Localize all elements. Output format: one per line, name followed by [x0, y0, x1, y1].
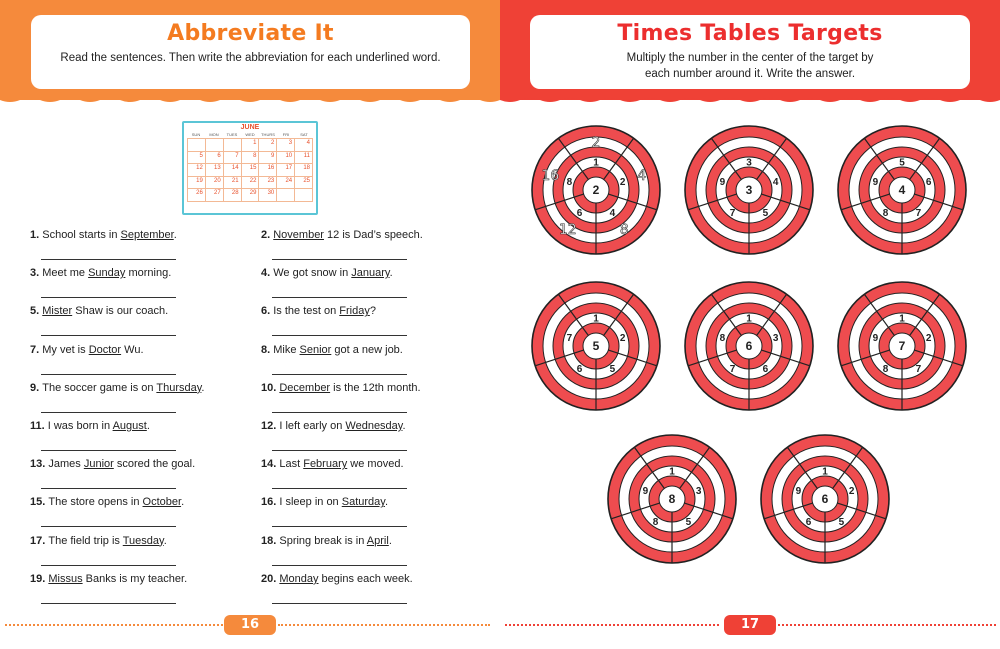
question-word: August — [112, 420, 147, 432]
question-pre: Last — [279, 458, 304, 471]
target-number: 6 — [925, 176, 932, 188]
answer-line[interactable] — [272, 603, 407, 604]
question-num: 14. — [261, 458, 280, 471]
calendar-weekday: MON — [209, 132, 219, 137]
calendar-day: 18 — [295, 164, 313, 177]
target-number: 7 — [915, 208, 922, 220]
question-14 — [261, 458, 404, 470]
target-center-number: 4 — [898, 183, 906, 197]
calendar-day: 6 — [206, 152, 224, 165]
question-num: 12. — [261, 420, 280, 432]
question-word: Thursday — [156, 381, 202, 394]
answer-line[interactable] — [41, 603, 176, 604]
target-number: 5 — [762, 208, 769, 220]
question-13 — [30, 458, 195, 470]
target-number: 5 — [685, 517, 692, 529]
question-word: Missus — [48, 572, 83, 585]
question-20 — [261, 573, 413, 585]
question-7 — [30, 344, 144, 356]
calendar-month: JUNE — [240, 124, 260, 131]
answer-line[interactable] — [41, 374, 176, 375]
question-word: September — [120, 229, 174, 241]
calendar-day: 25 — [295, 177, 313, 190]
question-word: October — [142, 496, 182, 509]
target-number: 2 — [619, 176, 626, 188]
calendar-day: 22 — [242, 177, 260, 190]
question-word: Tuesday — [122, 534, 164, 547]
calendar-day: 24 — [277, 177, 295, 190]
calendar-day: 2 — [259, 139, 277, 152]
target-number: 1 — [593, 157, 599, 169]
question-post: begins each week. — [318, 572, 413, 585]
question-post: Shaw is our coach. — [72, 305, 169, 318]
target-answer: 8 — [619, 221, 629, 238]
calendar-day: 16 — [259, 164, 277, 177]
question-1 — [30, 229, 177, 241]
calendar-day: 17 — [277, 164, 295, 177]
calendar-day: 11 — [295, 152, 313, 165]
question-pre: The soccer game is on — [42, 381, 157, 394]
target-6 — [838, 282, 966, 410]
footer-dots-left-b — [278, 624, 490, 626]
question-19 — [30, 573, 187, 585]
target-number: 3 — [695, 485, 702, 497]
target-8 — [761, 435, 889, 563]
calendar-weekday: WED — [245, 132, 255, 137]
question-num: 2. — [261, 229, 274, 241]
question-post: Banks is my teacher. — [82, 572, 188, 585]
question-word: Saturday — [341, 496, 385, 509]
question-num: 7. — [30, 343, 43, 356]
target-center-number: 6 — [821, 492, 829, 506]
question-18 — [261, 535, 392, 547]
question-word: November — [273, 229, 324, 241]
target-number: 6 — [762, 364, 769, 376]
calendar-weekday: SUN — [191, 132, 201, 137]
target-number: 8 — [719, 332, 726, 344]
calendar-day — [295, 189, 313, 202]
target-number: 8 — [882, 364, 889, 376]
target-number: 4 — [609, 208, 616, 220]
calendar-day: 9 — [259, 152, 277, 165]
question-post: . — [146, 420, 150, 432]
target-number: 6 — [805, 517, 812, 529]
target-center-number: 6 — [745, 339, 753, 353]
calendar-weekday: THURS — [261, 132, 275, 137]
question-word: Wednesday — [345, 420, 403, 432]
calendar-day: 28 — [224, 189, 242, 202]
answer-line[interactable] — [272, 526, 407, 527]
question-15 — [30, 496, 184, 508]
question-num: 3. — [30, 267, 43, 280]
question-post: is the 12th month. — [330, 381, 421, 394]
target-1 — [532, 126, 660, 254]
question-num: 1. — [30, 229, 43, 241]
question-2 — [261, 229, 423, 241]
calendar-day: 4 — [295, 139, 313, 152]
question-post: scored the goal. — [113, 458, 196, 471]
target-answer: 12 — [558, 221, 577, 238]
question-pre: School starts in — [42, 229, 121, 241]
target-5 — [685, 282, 813, 410]
question-pre: The store opens in — [48, 496, 143, 509]
target-number: 1 — [822, 466, 828, 478]
target-center-number: 3 — [745, 183, 753, 197]
calendar-day: 19 — [188, 177, 206, 190]
question-num: 16. — [261, 496, 280, 509]
answer-line[interactable] — [41, 412, 176, 413]
target-7 — [608, 435, 736, 563]
target-number: 9 — [872, 176, 879, 188]
calendar-weekdays — [184, 132, 316, 137]
calendar-day: 21 — [224, 177, 242, 190]
target-number: 7 — [729, 364, 736, 376]
target-number: 6 — [576, 364, 583, 376]
question-post: ? — [369, 305, 376, 318]
question-num: 13. — [30, 458, 49, 471]
targets-area — [500, 100, 1000, 580]
answer-line[interactable] — [272, 297, 407, 298]
calendar-day — [206, 139, 224, 152]
question-word: Mister — [42, 305, 73, 318]
footer-dots-right-b — [778, 624, 996, 626]
calendar-weekday: FRI — [282, 132, 290, 137]
question-num: 11. — [30, 420, 48, 432]
question-word: February — [303, 458, 348, 471]
target-number: 3 — [772, 332, 779, 344]
target-number: 2 — [848, 485, 855, 497]
target-number: 1 — [593, 313, 599, 325]
question-17 — [30, 535, 167, 547]
target-number: 5 — [899, 157, 905, 169]
calendar-day: 14 — [224, 164, 242, 177]
calendar-day: 8 — [242, 152, 260, 165]
target-center-number: 8 — [668, 492, 676, 506]
question-num: 6. — [261, 305, 274, 318]
calendar-day: 20 — [206, 177, 224, 190]
question-post: . — [389, 267, 393, 280]
calendar-weekday: SAT — [300, 132, 308, 137]
question-3 — [30, 267, 171, 279]
question-num: 8. — [261, 343, 274, 356]
question-word: Senior — [299, 343, 332, 356]
question-pre: Spring break is in — [279, 534, 367, 547]
question-8 — [261, 344, 403, 356]
calendar-day: 3 — [277, 139, 295, 152]
question-word: Sunday — [88, 267, 126, 280]
calendar-day: 13 — [206, 164, 224, 177]
calendar-day: 29 — [242, 189, 260, 202]
question-pre: I left early on — [279, 420, 346, 432]
answer-line[interactable] — [41, 297, 176, 298]
target-number: 7 — [915, 364, 922, 376]
question-5 — [30, 305, 168, 317]
target-number: 9 — [795, 485, 802, 497]
question-num: 20. — [261, 572, 280, 585]
question-num: 17. — [30, 534, 49, 547]
page-number-right: 17 — [724, 615, 776, 635]
question-post: . — [402, 420, 406, 432]
answer-line[interactable] — [272, 488, 407, 489]
target-answer: 16 — [541, 168, 560, 185]
target-number: 8 — [652, 517, 659, 529]
calendar-day: 26 — [188, 189, 206, 202]
question-10 — [261, 382, 421, 394]
question-pre: Mike — [273, 343, 300, 356]
question-post: . — [384, 496, 389, 509]
question-num: 10. — [261, 381, 280, 394]
question-pre: Is the test on — [273, 305, 340, 318]
question-pre: I was born in — [47, 420, 113, 432]
question-pre: Meet me — [42, 267, 89, 280]
answer-line[interactable] — [272, 335, 407, 336]
answer-line[interactable] — [272, 412, 407, 413]
calendar-day: 15 — [242, 164, 260, 177]
question-word: Friday — [339, 305, 370, 318]
target-number: 8 — [566, 176, 573, 188]
target-3 — [838, 126, 966, 254]
question-post: . — [173, 229, 177, 241]
question-num: 19. — [30, 572, 49, 585]
target-number: 8 — [882, 208, 889, 220]
question-pre: The field trip is — [48, 534, 123, 547]
page-title-right: Times Tables Targets — [617, 21, 883, 46]
june-calendar — [182, 121, 318, 215]
footer-dots-right-a — [505, 624, 719, 626]
target-number: 5 — [838, 517, 845, 529]
question-pre: James — [48, 458, 84, 471]
calendar-day: 30 — [259, 189, 277, 202]
target-number: 5 — [609, 364, 616, 376]
target-number: 7 — [729, 208, 736, 220]
question-post: 12 is Dad’s speech. — [323, 229, 423, 241]
question-num: 4. — [261, 267, 274, 280]
target-number: 9 — [642, 485, 649, 497]
question-word: Junior — [83, 458, 114, 471]
calendar-day — [224, 139, 242, 152]
question-post: . — [181, 496, 185, 509]
answer-line[interactable] — [272, 450, 407, 451]
target-number: 1 — [746, 313, 752, 325]
calendar-day: 5 — [188, 152, 206, 165]
left-header-card — [31, 15, 470, 89]
target-number: 9 — [719, 176, 726, 188]
question-4 — [261, 267, 393, 279]
question-pre: I sleep in on — [279, 496, 342, 509]
answer-line[interactable] — [41, 335, 176, 336]
question-post: got a new job. — [331, 343, 403, 356]
instructions-right-line1: Multiply the number in the center of the target by — [626, 52, 874, 64]
target-number: 9 — [872, 332, 879, 344]
target-answer: 2 — [591, 135, 601, 151]
question-num: 15. — [30, 496, 49, 509]
right-header-card — [530, 15, 970, 89]
page-title-left: Abbreviate It — [167, 21, 334, 46]
question-post: . — [201, 381, 205, 394]
calendar-day: 27 — [206, 189, 224, 202]
question-num: 5. — [30, 305, 43, 318]
question-num: 18. — [261, 534, 280, 547]
question-word: April — [366, 534, 389, 547]
target-answer: 4 — [637, 168, 647, 185]
target-number: 2 — [619, 332, 626, 344]
calendar-day — [188, 139, 206, 152]
target-center-number: 5 — [592, 339, 600, 353]
calendar-day: 23 — [259, 177, 277, 190]
target-2 — [685, 126, 813, 254]
answer-line[interactable] — [41, 488, 176, 489]
question-post: . — [388, 534, 392, 547]
question-pre: We got snow in — [273, 267, 352, 280]
question-9 — [30, 382, 204, 394]
question-word: Doctor — [88, 343, 122, 356]
question-word: Monday — [279, 572, 319, 585]
target-number: 6 — [576, 208, 583, 220]
target-center-number: 2 — [592, 183, 600, 197]
question-num: 9. — [30, 381, 43, 394]
instructions-right-line2: each number around it. Write the answer. — [644, 68, 856, 80]
question-12 — [261, 420, 406, 432]
calendar-grid — [187, 138, 313, 202]
instructions-left: Read the sentences. Then write the abbreviation for each underlined word. — [60, 52, 441, 64]
question-16 — [261, 496, 388, 508]
answer-line[interactable] — [41, 526, 176, 527]
question-6 — [261, 305, 376, 317]
instructions-right — [530, 50, 970, 82]
question-word: January — [351, 267, 390, 280]
answer-line[interactable] — [41, 259, 176, 260]
answer-line[interactable] — [272, 565, 407, 566]
target-center-number: 7 — [898, 339, 906, 353]
question-11 — [30, 420, 150, 432]
question-pre: My vet is — [42, 343, 89, 356]
target-number: 3 — [746, 157, 752, 169]
calendar-day: 10 — [277, 152, 295, 165]
calendar-day — [277, 189, 295, 202]
target-number: 1 — [669, 466, 675, 478]
target-number: 4 — [772, 176, 779, 188]
footer-dots-left-a — [5, 624, 223, 626]
answer-line[interactable] — [272, 374, 407, 375]
question-post: morning. — [125, 267, 172, 280]
calendar-day: 7 — [224, 152, 242, 165]
question-word: December — [279, 381, 331, 394]
question-post: . — [163, 534, 167, 547]
target-number: 7 — [566, 332, 573, 344]
target-number: 2 — [925, 332, 932, 344]
target-number: 1 — [899, 313, 905, 325]
calendar-weekday: TUES — [226, 132, 238, 137]
answer-line[interactable] — [272, 259, 407, 260]
calendar-day: 12 — [188, 164, 206, 177]
calendar-day: 1 — [242, 139, 260, 152]
question-post: we moved. — [347, 458, 404, 471]
question-post: Wu. — [121, 343, 144, 356]
answer-line[interactable] — [41, 565, 176, 566]
answer-line[interactable] — [41, 450, 176, 451]
target-4 — [532, 282, 660, 410]
page-number-left: 16 — [224, 615, 276, 635]
